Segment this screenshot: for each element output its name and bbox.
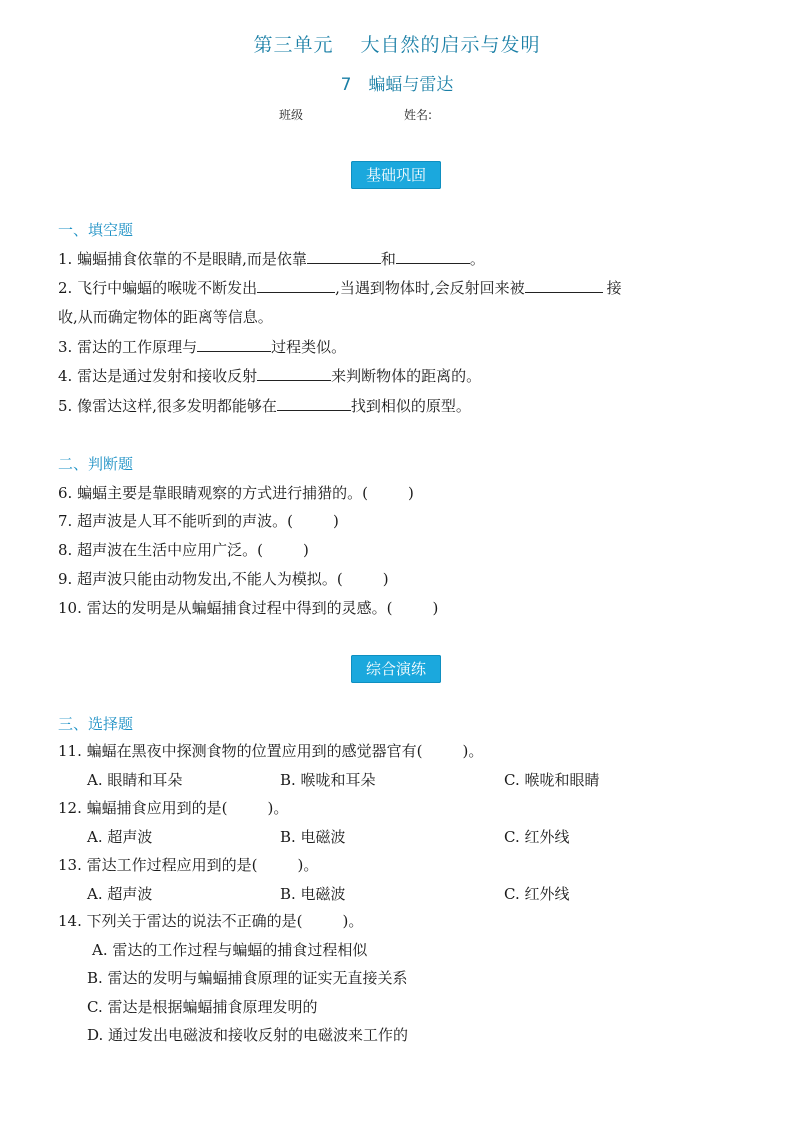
question-12	[58, 798, 288, 818]
q2-text-b: ,当遇到物体时,会反射回来被	[335, 279, 525, 297]
q9-text: 9. 超声波只能由动物发出,不能人为模拟。(	[58, 570, 343, 588]
q10-close: )	[432, 599, 439, 617]
q10-text: 10. 雷达的发明是从蝙蝠捕食过程中得到的灵感。(	[58, 599, 393, 617]
q9-close: )	[382, 570, 389, 588]
question-14	[58, 911, 363, 931]
question-8	[58, 540, 309, 560]
q14-option-a[interactable]: A. 雷达的工作过程与蝙蝠的捕食过程相似	[92, 941, 368, 959]
q7-close: )	[332, 512, 339, 530]
q7-text: 7. 超声波是人耳不能听到的声波。(	[58, 512, 293, 530]
answer-blank[interactable]	[307, 249, 381, 264]
q12-end: )。	[267, 799, 289, 817]
q14-option-d[interactable]: D. 通过发出电磁波和接收反射的电磁波来工作的	[87, 1026, 409, 1044]
unit-title: 第三单元 大自然的启示与发明	[253, 34, 541, 56]
question-2	[58, 278, 622, 298]
q4-text-b: 来判断物体的距离的。	[331, 367, 482, 385]
question-6	[58, 483, 414, 503]
q6-close: )	[407, 484, 414, 502]
class-label: 班级	[279, 108, 304, 122]
q1-text-c: 。	[469, 250, 485, 268]
q5-text-b: 找到相似的原型。	[350, 397, 471, 415]
q11-option-b[interactable]: B. 喉咙和耳朵	[280, 771, 376, 789]
section-choice-heading: 三、选择题	[58, 715, 134, 733]
question-4	[58, 366, 481, 386]
answer-blank[interactable]	[197, 337, 271, 352]
question-2-line-2: 收,从而确定物体的距离等信息。	[58, 308, 273, 326]
answer-blank[interactable]	[257, 366, 331, 381]
q11-end: )。	[462, 742, 484, 760]
question-1	[58, 249, 485, 269]
question-11	[58, 741, 483, 761]
section-fill-heading: 一、填空题	[58, 221, 134, 239]
question-13	[58, 855, 318, 875]
q14-option-b[interactable]: B. 雷达的发明与蝙蝠捕食原理的证实无直接关系	[87, 969, 408, 987]
q13-end: )。	[297, 856, 319, 874]
question-9	[58, 569, 389, 589]
answer-blank[interactable]	[257, 278, 335, 293]
q3-text-a: 3. 雷达的工作原理与	[58, 338, 198, 356]
question-5	[58, 396, 471, 416]
q12-text: 12. 蝙蝠捕食应用到的是(	[58, 799, 228, 817]
section-judge-heading: 二、判断题	[58, 455, 134, 473]
name-label: 姓名:	[404, 108, 433, 122]
basic-badge: 基础巩固	[351, 161, 441, 189]
answer-blank[interactable]	[396, 249, 470, 264]
comprehensive-badge: 综合演练	[351, 655, 441, 683]
q12-option-b[interactable]: B. 电磁波	[280, 828, 346, 846]
q13-option-a[interactable]: A. 超声波	[87, 885, 153, 903]
q1-text-b: 和	[380, 250, 396, 268]
q12-option-a[interactable]: A. 超声波	[87, 828, 153, 846]
q3-text-b: 过程类似。	[271, 338, 347, 356]
q11-text: 11. 蝙蝠在黑夜中探测食物的位置应用到的感觉器官有(	[58, 742, 423, 760]
q4-text-a: 4. 雷达是通过发射和接收反射	[58, 367, 258, 385]
q13-option-b[interactable]: B. 电磁波	[280, 885, 346, 903]
question-7	[58, 511, 339, 531]
question-10	[58, 598, 438, 618]
answer-blank[interactable]	[277, 396, 351, 411]
q12-option-c[interactable]: C. 红外线	[504, 828, 570, 846]
q8-close: )	[302, 541, 309, 559]
q14-end: )。	[342, 912, 364, 930]
q2-text-c: 接	[606, 279, 622, 297]
q13-text: 13. 雷达工作过程应用到的是(	[58, 856, 258, 874]
q6-text: 6. 蝙蝠主要是靠眼睛观察的方式进行捕猎的。(	[58, 484, 368, 502]
q1-text-a: 1. 蝙蝠捕食依靠的不是眼睛,而是依靠	[58, 250, 307, 268]
q14-option-c[interactable]: C. 雷达是根据蝙蝠捕食原理发明的	[87, 998, 318, 1016]
answer-blank[interactable]	[525, 278, 603, 293]
q2-text-a: 2. 飞行中蝙蝠的喉咙不断发出	[58, 279, 258, 297]
q11-option-c[interactable]: C. 喉咙和眼睛	[504, 771, 600, 789]
q11-option-a[interactable]: A. 眼睛和耳朵	[87, 771, 183, 789]
lesson-title: 7 蝙蝠与雷达	[340, 75, 454, 95]
q14-text: 14. 下列关于雷达的说法不正确的是(	[58, 912, 303, 930]
q8-text: 8. 超声波在生活中应用广泛。(	[58, 541, 263, 559]
q13-option-c[interactable]: C. 红外线	[504, 885, 570, 903]
question-3	[58, 337, 346, 357]
q5-text-a: 5. 像雷达这样,很多发明都能够在	[58, 397, 277, 415]
